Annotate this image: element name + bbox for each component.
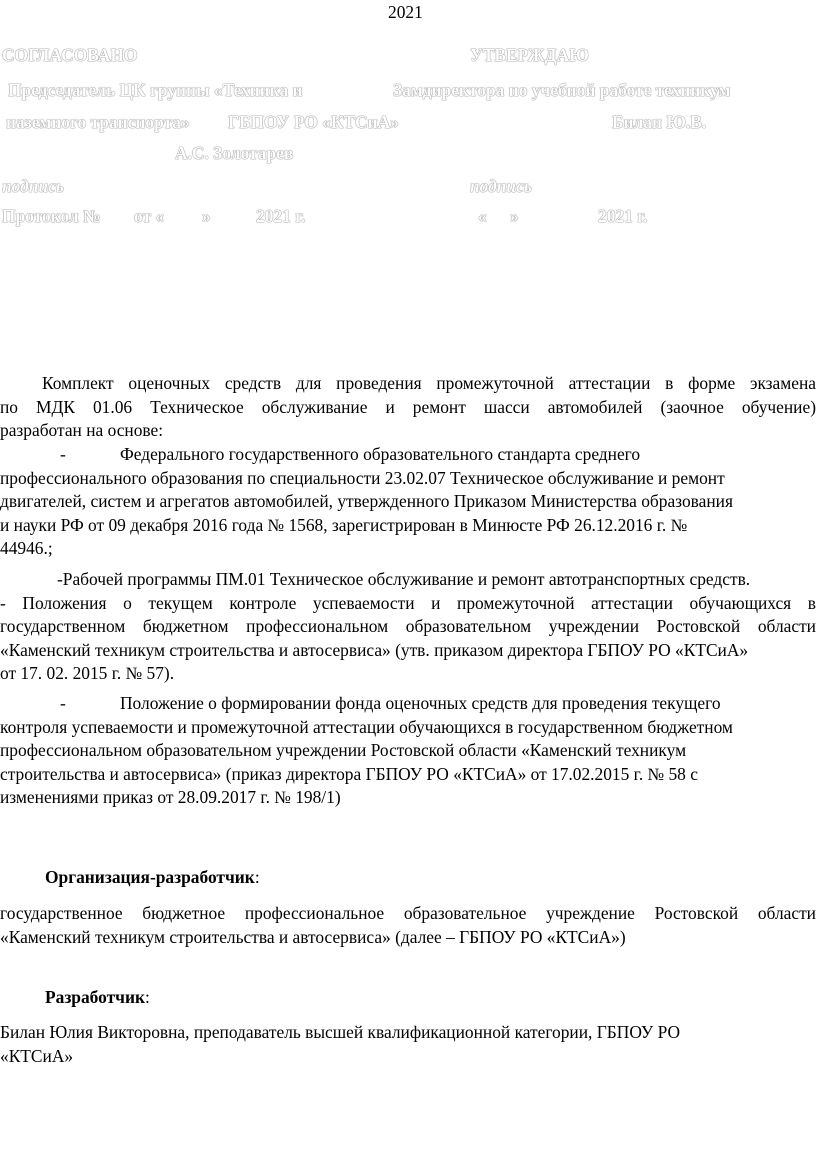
- list-dash: -: [60, 444, 66, 464]
- basis-line: государственном бюджетном профессиональном образовательном учреждении Ростовской области: [0, 616, 816, 637]
- basis-first-line: -Рабочей программы ПМ.01 Техническое обслуживание и ремонт автотранспортных средств.: [57, 569, 751, 589]
- basis-line: контроля успеваемости и промежуточной аттестации обучающихся в государственном бюджетном: [0, 716, 733, 737]
- developer-text: [0, 1021, 816, 1068]
- approval-left-line3: А.С. Золотарев: [175, 143, 294, 163]
- approval-left-protocol: Протокол №: [2, 206, 101, 226]
- intro-line: Комплект оценочных средств для проведения промежуточной аттестации в форме экзамена: [42, 373, 816, 393]
- approval-right-line1: Замдиректора по учебной работе техникум: [393, 80, 731, 100]
- approval-left-date-prefix: от «: [134, 206, 165, 226]
- developer-line: Билан Юлия Викторовна, преподаватель высшей квалификационной категории, ГБПОУ РО: [0, 1022, 681, 1042]
- basis-fos-regulation: [0, 692, 816, 810]
- basis-fgos: [0, 443, 816, 561]
- developer-label: Разработчик: [45, 987, 145, 1007]
- basis-line: изменениями приказ от 28.09.2017 г. № 198/1): [0, 787, 341, 808]
- basis-line: 44946.;: [0, 538, 53, 559]
- approval-left-date-year: 2021 г.: [256, 206, 306, 226]
- intro-paragraph: [0, 372, 816, 443]
- organization-text: [0, 902, 816, 949]
- basis-line: и науки РФ от 09 декабря 2016 года № 1568, зарегистрирован в Минюсте РФ 26.12.2016 г. №: [0, 514, 688, 535]
- approval-left-heading: СОГЛАСОВАНО: [2, 45, 138, 65]
- developer-heading: Разработчик:: [45, 987, 150, 1007]
- basis-line: «Каменский техникум строительства и автосервиса» (утв. приказом директора ГБПОУ РО «КТСиА»: [0, 639, 749, 660]
- approval-right-date-mid: »: [510, 206, 519, 226]
- approval-left-line2: наземного транспорта»: [6, 112, 190, 132]
- basis-first-text: Положение о формировании фонда оценочных средств для проведения текущего: [120, 693, 721, 713]
- approval-right-date-year: 2021 г.: [598, 206, 648, 226]
- basis-line: от 17. 02. 2015 г. № 57).: [0, 663, 175, 684]
- approval-right-date-open: «: [478, 206, 487, 226]
- basis-line: профессионального образования по специальности 23.02.07 Техническое обслуживание и ремонт: [0, 467, 725, 488]
- basis-programs: [0, 568, 816, 686]
- document-year: 2021: [388, 2, 423, 22]
- developer-section: [0, 986, 816, 1010]
- approval-left-line1: Председатель ЦК группы «Техника и: [8, 80, 303, 100]
- approval-right-line2a: ГБПОУ РО «КТСиА»: [228, 112, 399, 132]
- list-dash: -: [60, 693, 66, 713]
- approval-right-heading: УТВЕРЖДАЮ: [470, 45, 589, 65]
- basis-first-line: [0, 692, 816, 716]
- approval-right-sign-label: подпись: [470, 176, 532, 196]
- organization-line: государственное бюджетное профессиональное образовательное учреждение Ростовской области: [0, 903, 816, 923]
- basis-line: - Положения о текущем контроле успеваемости и промежуточной аттестации обучающихся в: [0, 592, 816, 613]
- basis-line: профессиональном образовательном учреждении Ростовской области «Каменский техникум: [0, 740, 687, 761]
- organization-heading: Организация-разработчик:: [45, 867, 260, 887]
- intro-line: по МДК 01.06 Техническое обслуживание и ремонт шасси автомобилей (заочное обучение): [0, 396, 816, 417]
- basis-line: двигателей, систем и агрегатов автомобилей, утвержденного Приказом Министерства образования: [0, 491, 733, 512]
- approval-left-sign-label: подпись: [2, 176, 64, 196]
- intro-line: разработан на основе:: [0, 420, 164, 441]
- organization-section: [0, 866, 816, 890]
- organization-label: Организация-разработчик: [45, 867, 255, 887]
- basis-first-text: Федерального государственного образовательного стандарта среднего: [120, 444, 641, 464]
- approval-left-date-mid: »: [202, 206, 211, 226]
- basis-first-line: [0, 443, 816, 467]
- basis-line: строительства и автосервиса» (приказ директора ГБПОУ РО «КТСиА» от 17.02.2015 г. № 58 с: [0, 763, 698, 784]
- organization-line: «Каменский техникум строительства и автосервиса» (далее – ГБПОУ РО «КТСиА»): [0, 926, 626, 947]
- approval-right-line2b: Билан Ю.В.: [612, 112, 707, 132]
- developer-line: «КТСиА»: [0, 1045, 74, 1066]
